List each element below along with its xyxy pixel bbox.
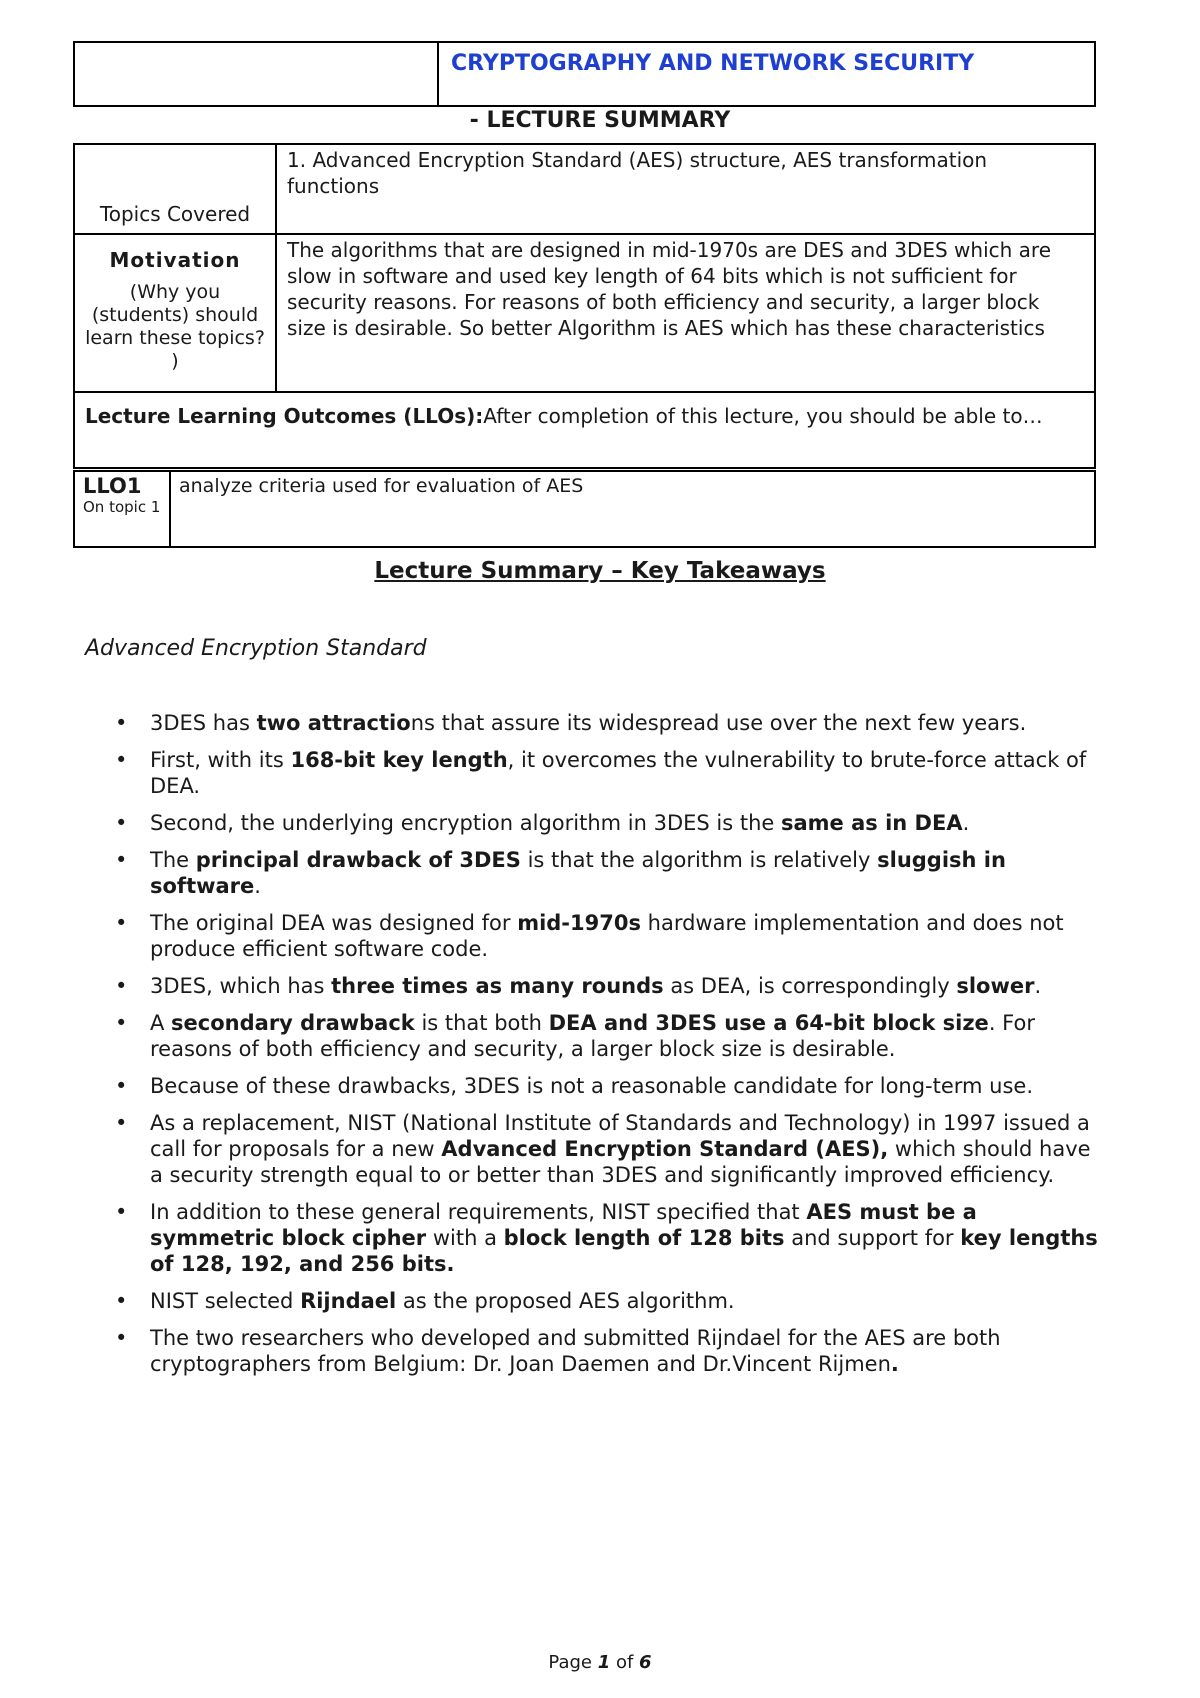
list-item: • As a replacement, NIST (National Institute of Standards and Technology) in 1997 issued a call for proposals for a new Advanced Encryption Standard (AES), which should have a security strength equal to or better than 3DES and significantly improved efficiency. (150, 1110, 1105, 1188)
header-box (73, 41, 1096, 107)
header-logo-cell (75, 43, 439, 105)
motivation-label: Motivation (109, 248, 241, 272)
motivation-value: The algorithms that are designed in mid-1970s are DES and 3DES which are slow in software and used key length of 64 bits which is not sufficient for security reasons. For reasons of both efficiency and security, a larger block size is desirable. So better Algorithm is AES which has these characteristics (276, 234, 1095, 392)
llo1-topic: On topic 1 (83, 498, 161, 516)
llo1-row (74, 471, 1095, 547)
motivation-sub: (Why you (students) should learn these topics? ) (85, 281, 265, 372)
llo1-id-cell (74, 471, 170, 547)
list-item: • Because of these drawbacks, 3DES is not a reasonable candidate for long-term use. (150, 1073, 1105, 1099)
list-item: • In addition to these general requirements, NIST specified that AES must be a symmetric block cipher with a block length of 128 bits and support for key lengths of 128, 192, and 256 bits. (150, 1199, 1105, 1277)
topics-value: 1. Advanced Encryption Standard (AES) structure, AES transformation functions (276, 144, 1095, 234)
topics-label: Topics Covered (74, 144, 276, 234)
summary-title: Lecture Summary – Key Takeaways (374, 558, 826, 584)
lecture-info-table (73, 143, 1096, 469)
takeaways-list (150, 710, 1105, 1388)
topics-row (74, 144, 1095, 234)
course-title: CRYPTOGRAPHY AND NETWORK SECURITY (451, 51, 975, 76)
lecture-summary-heading: - LECTURE SUMMARY (469, 108, 731, 133)
list-item: • Second, the underlying encryption algorithm in 3DES is the same as in DEA. (150, 810, 1105, 836)
list-item: • The principal drawback of 3DES is that the algorithm is relatively sluggish in software. (150, 847, 1105, 899)
page-total: 6 (639, 1652, 652, 1673)
section-title: Advanced Encryption Standard (85, 636, 427, 661)
list-item: • 3DES has two attractions that assure its widespread use over the next few years. (150, 710, 1105, 736)
llos-cell (74, 392, 1095, 468)
list-item: • The original DEA was designed for mid-1970s hardware implementation and does not produce efficient software code. (150, 910, 1105, 962)
list-item: • First, with its 168-bit key length, it overcomes the vulnerability to brute-force attack of DEA. (150, 747, 1105, 799)
list-item: • A secondary drawback is that both DEA and 3DES use a 64-bit block size. For reasons of both efficiency and security, a larger block size is desirable. (150, 1010, 1105, 1062)
llos-row (74, 392, 1095, 468)
page-footer (0, 1652, 1200, 1673)
list-item: • The two researchers who developed and submitted Rijndael for the AES are both cryptographers from Belgium: Dr. Joan Daemen and Dr.Vincent Rijmen. (150, 1325, 1105, 1377)
page-word: Page (548, 1652, 598, 1673)
motivation-label-cell (74, 234, 276, 392)
llo1-value: analyze criteria used for evaluation of AES (170, 471, 1095, 547)
llos-label: Lecture Learning Outcomes (LLOs): (85, 404, 484, 428)
llo-table (73, 470, 1096, 548)
motivation-row (74, 234, 1095, 392)
llo1-id: LLO1 (83, 474, 142, 498)
page-number: 1 (597, 1652, 611, 1673)
list-item: • 3DES, which has three times as many rounds as DEA, is correspondingly slower. (150, 973, 1105, 999)
list-item: • NIST selected Rijndael as the proposed AES algorithm. (150, 1288, 1105, 1314)
llos-text: After completion of this lecture, you should be able to… (483, 404, 1043, 428)
of-word: of (610, 1652, 640, 1673)
